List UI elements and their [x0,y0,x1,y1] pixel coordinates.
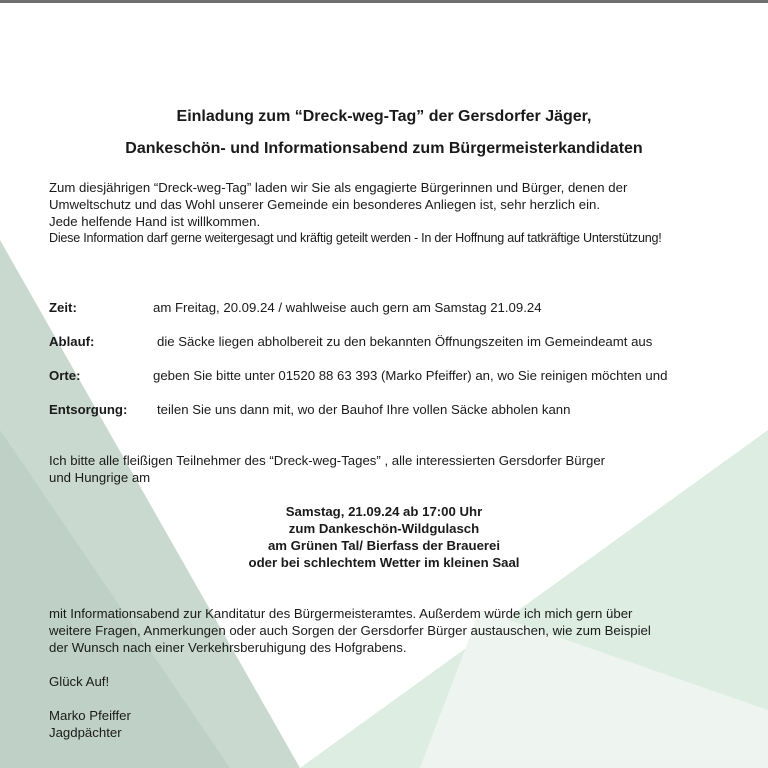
event-line-3: am Grünen Tal/ Bierfass der Brauerei [267,538,501,553]
signature-role: Jagdpächter [49,725,122,740]
detail-value-zeit: am Freitag, 20.09.24 / wahlweise auch gern am Samstag 21.09.24 [153,300,542,315]
title-line-1: Einladung zum “Dreck-weg-Tag” der Gersdorfer Jäger, [176,108,592,125]
detail-label-entsorgung: Entsorgung: [49,402,128,417]
intro-line-1: Zum diesjährigen “Dreck-weg-Tag” laden wir Sie als engagierte Bürgerinnen und Bürger, denen der [49,180,628,195]
detail-value-orte: geben Sie bitte unter 01520 88 63 393 (Marko Pfeiffer) an, wo Sie reinigen möchten und [153,368,668,383]
intro-line-4: Diese Information darf gerne weitergesagt und kräftig geteilt werden - In der Hoffnung auf tatkräftige Unterstützung! [49,231,662,245]
closing-line-1: mit Informationsabend zur Kanditatur des Bürgermeisteramtes. Außerdem würde ich mich gern über [49,606,633,621]
detail-value-entsorgung: teilen Sie uns dann mit, wo der Bauhof Ihre vollen Säcke abholen kann [157,402,571,417]
greeting: Glück Auf! [49,674,110,689]
closing-line-2: weitere Fragen, Anmerkungen oder auch Sorgen der Gersdorfer Bürger austauschen, wie zum Beispiel [49,623,651,638]
detail-label-zeit: Zeit: [49,300,77,315]
invite-line-1: Ich bitte alle fleißigen Teilnehmer des “Dreck-weg-Tages” , alle interessierten Gersdorfer Bürger [49,453,606,468]
event-line-4: oder bei schlechtem Wetter im kleinen Saal [248,555,520,570]
closing-line-3: der Wunsch nach einer Verkehrsberuhigung des Hofgrabens. [49,640,407,655]
title-line-2: Dankeschön- und Informationsabend zum Bürgermeisterkandidaten [125,140,643,157]
signature-name: Marko Pfeiffer [49,708,131,723]
detail-value-ablauf: die Säcke liegen abholbereit zu den bekannten Öffnungszeiten im Gemeindeamt aus [157,334,653,349]
intro-line-2: Umweltschutz und das Wohl unserer Gemeinde ein besonderes Anliegen ist, sehr herzlich ein. [49,197,600,212]
event-line-1: Samstag, 21.09.24 ab 17:00 Uhr [285,504,483,519]
detail-label-orte: Orte: [49,368,81,383]
detail-label-ablauf: Ablauf: [49,334,95,349]
event-line-2: zum Dankeschön-Wildgulasch [288,521,480,536]
intro-line-3: Jede helfende Hand ist willkommen. [49,214,261,229]
invite-line-2: und Hungrige am [49,470,151,485]
